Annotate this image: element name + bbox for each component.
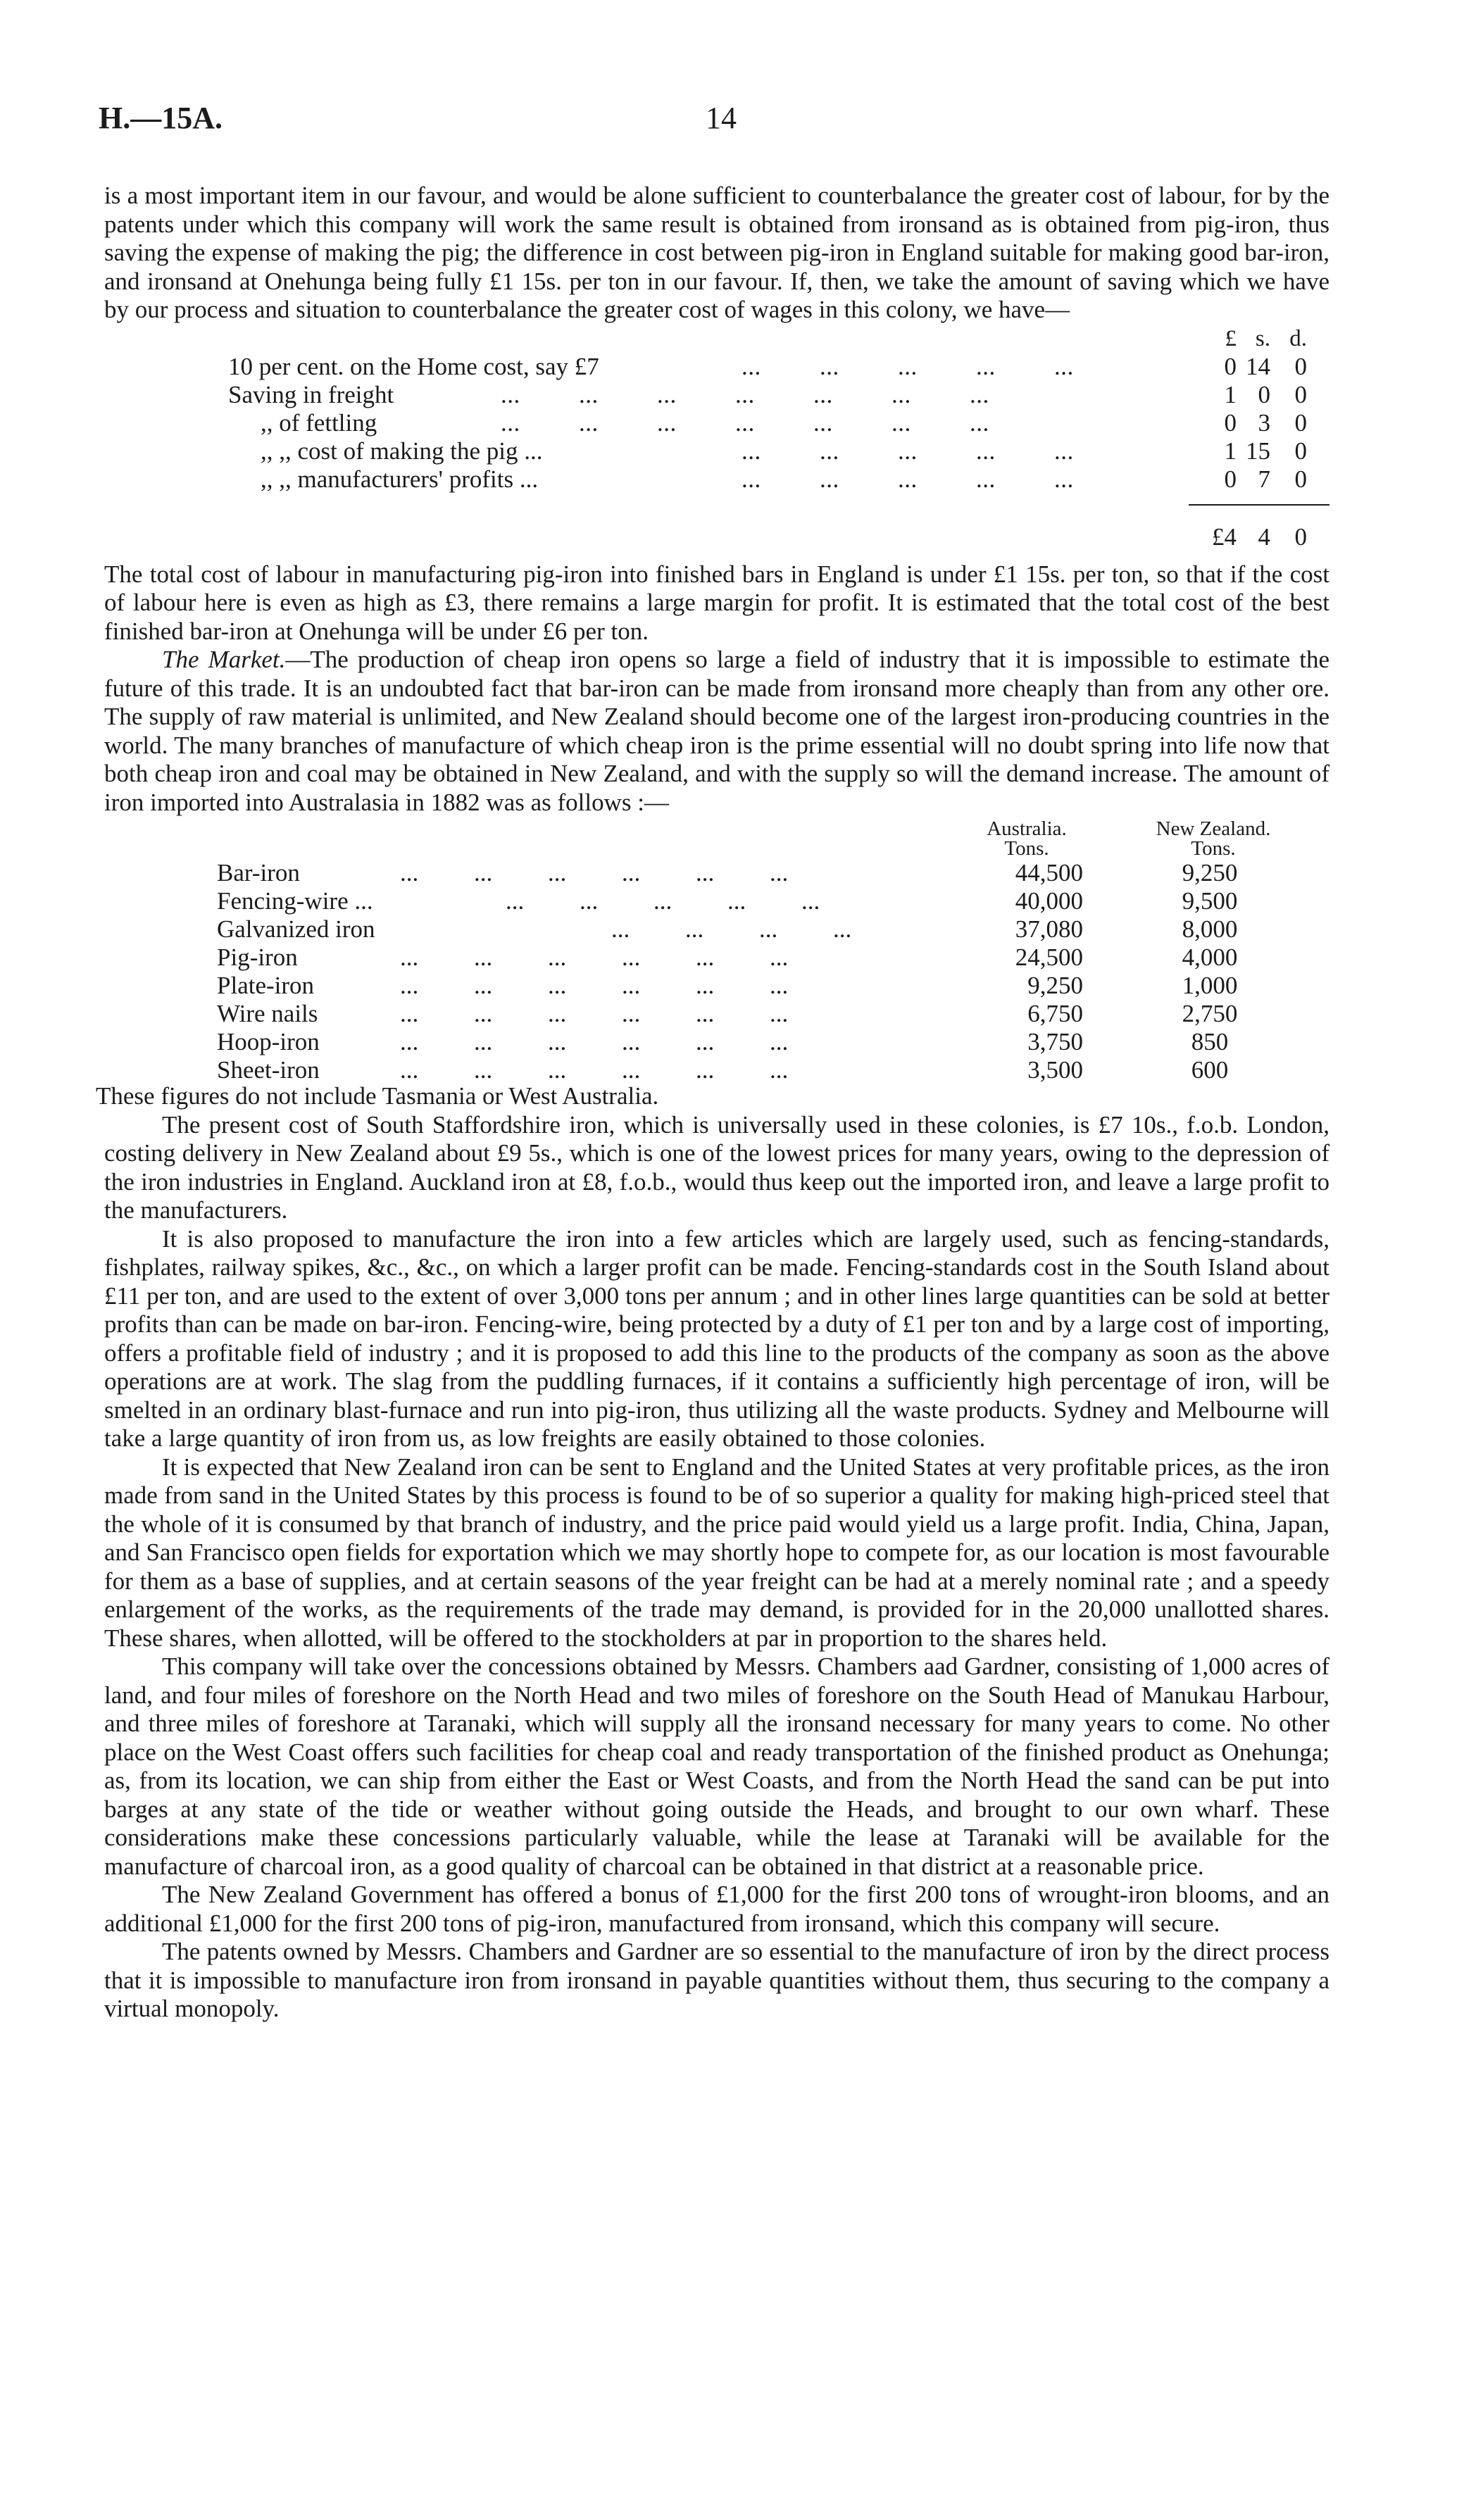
paragraph-manufactured-articles: It is also proposed to manufacture the iron into a few articles which are largely used, such as fencing-standards, fishplates, railway spikes, &c., &c., on which a larger profit can be made. Fencing-standards cost in the South Island about £11 per ton, and are used to the extent of over 3,000 tons per annum ; and in other lines large quantities can be sold at better profits than can be made on bar-iron. Fencing-wire, being protected by a duty of £1 per ton and by a large cost of importing, offers a profitable field of industry ; and it is proposed to add this line to the products of the company as soon as the above operations are at work. The slag from the puddling furnaces, if it contains a sufficiently high percentage of iron, will be smelted in an ordinary blast-furnace and run into pig-iron, thus utilizing all the waste products. Sydney and Melbourne will take a large quantity of iron from us, as low freights are easily obtained to those colonies. — [104, 1224, 1330, 1452]
imports-nz-tons: 1,000 — [1182, 972, 1238, 999]
leader-dots: ... ... ... ... ... ... — [400, 1000, 789, 1027]
column-header-new-zealand: New Zealand. — [1156, 817, 1271, 840]
imports-nz-tons: 850 — [1191, 1028, 1229, 1055]
leader-dots: ... ... ... ... ... — [742, 352, 1074, 380]
wages-shillings: 15 — [1246, 437, 1270, 465]
paragraph-market — [104, 646, 1330, 817]
wages-shillings: 3 — [1258, 408, 1270, 437]
wages-row — [104, 353, 1330, 381]
leader-dots: ... ... ... ... — [611, 915, 852, 943]
wages-pence: 0 — [1294, 380, 1307, 408]
wages-pounds: 1 — [1224, 380, 1237, 408]
market-heading: The Market. — [162, 646, 286, 673]
wages-pounds: 0 — [1224, 352, 1237, 380]
imports-nz-tons: 4,000 — [1182, 944, 1238, 971]
paragraph-figures-note: These figures do not include Tasmania or West Australia. — [96, 1082, 659, 1110]
wages-table-header — [104, 325, 1330, 353]
imports-nz-tons: 9,500 — [1182, 887, 1238, 915]
total-rule — [1189, 504, 1330, 506]
iron-imports-table — [104, 818, 1330, 1082]
page-number: 14 — [706, 101, 737, 135]
leader-dots: ... ... ... ... ... ... — [400, 1056, 789, 1084]
wages-row — [104, 381, 1330, 409]
column-header-australia: Australia. — [987, 817, 1067, 840]
paragraph-labour-cost: The total cost of labour in manufacturing pig-iron into finished bars in England is under £1 15s. per ton, so that if the cost of labour here is even as high as £3, there remains a large margin for profit. It is estimated that the total cost of the best finished bar-iron at Onehunga will be under £6 per ton. — [104, 560, 1330, 645]
wages-row-label: 10 per cent. on the Home cost, say £7 — [228, 352, 599, 380]
imports-nz-tons: 600 — [1191, 1056, 1229, 1084]
wages-row — [104, 409, 1330, 437]
imports-row — [104, 859, 1330, 887]
document-body — [96, 182, 1330, 2024]
wages-saving-table — [104, 325, 1330, 603]
imports-row — [104, 972, 1330, 1000]
wages-total-shillings: 4 — [1258, 522, 1270, 551]
wages-pounds: 1 — [1224, 437, 1237, 465]
imports-item: Plate-iron — [217, 972, 315, 999]
wages-shillings: 7 — [1258, 465, 1270, 493]
wages-row-label: Saving in freight — [228, 380, 394, 408]
wages-total-pence: 0 — [1294, 522, 1307, 551]
leader-dots: ... ... ... ... ... — [506, 887, 820, 915]
imports-australia-tons: 3,500 — [1027, 1056, 1083, 1084]
imports-row — [104, 1028, 1330, 1056]
document-reference: H.—15A. — [99, 101, 223, 135]
wages-shillings: 14 — [1246, 352, 1270, 380]
imports-australia-tons: 37,080 — [1015, 915, 1083, 943]
imports-row — [104, 1000, 1330, 1028]
wages-shillings: 0 — [1258, 380, 1270, 408]
imports-item: Galvanized iron — [217, 915, 375, 943]
wages-row — [104, 465, 1330, 494]
wages-total-row — [104, 523, 1330, 551]
imports-australia-tons: 6,750 — [1027, 1000, 1083, 1027]
imports-row — [104, 944, 1330, 972]
imports-item: Bar-iron — [217, 859, 300, 886]
wages-pence: 0 — [1294, 465, 1307, 493]
wages-pence: 0 — [1294, 352, 1307, 380]
imports-row — [104, 915, 1330, 944]
unit-label-new-zealand: Tons. — [1191, 837, 1236, 860]
paragraph-concessions: This company will take over the concessions obtained by Messrs. Chambers aad Gardner, consisting of 1,000 acres of land, and four miles of foreshore on the North Head and two miles of foreshore on the South Head of Manukau Harbour, and three miles of foreshore at Taranaki, which will supply all the ironsand necessary for many years to come. No other place on the West Coast offers such facilities for cheap coal and ready transportation of the finished product as Onehunga; as, from its location, we can ship from either the East or West Coasts, and from the North Head the sand can be put into barges at any state of the tide or weather without going outside the Heads, and brought to our own wharf. These considerations make these concessions particularly valuable, while the lease at Taranaki will be available for the manufacture of charcoal iron, as a good quality of charcoal can be obtained in that district at a reasonable price. — [104, 1653, 1330, 1880]
paragraph-patents: The patents owned by Messrs. Chambers and Gardner are so essential to the manufacture of iron by the direct process that it is impossible to manufacture iron from ironsand in payable quantities without them, thus securing to the company a virtual monopoly. — [104, 1938, 1330, 2022]
paragraph-government-bonus: The New Zealand Government has offered a bonus of £1,000 for the first 200 tons of wrought-iron blooms, and an additional £1,000 for the first 200 tons of pig-iron, manufactured from ironsand, which this company will secure. — [104, 1881, 1330, 1937]
wages-pence: 0 — [1294, 437, 1307, 465]
leader-dots: ... ... ... ... ... ... ... — [501, 408, 989, 437]
paragraph-export-prospects: It is expected that New Zealand iron can be sent to England and the United States at very profitable prices, as the iron made from sand in the United States by this process is found to be of so superior a quality for making high-priced steel that the whole of it is consumed by that branch of industry, and the price paid would yield us a large profit. India, China, Japan, and San Francisco open fields for exportation which we may shortly hope to compete for, as our location is most favourable for them as a base of supplies, and at certain seasons of the year freight can be had at a merely nominal rate ; and a speedy enlargement of the works, as the requirements of the trade may demand, is provided for in the 20,000 unallotted shares. These shares, when allotted, will be offered to the stockholders at par in proportion to the shares held. — [104, 1453, 1330, 1652]
leader-dots: ... ... ... ... ... ... — [400, 944, 789, 971]
imports-australia-tons: 44,500 — [1015, 859, 1083, 886]
wages-row — [104, 437, 1330, 465]
leader-dots: ... ... ... ... ... — [742, 465, 1074, 493]
paragraph-intro: is a most important item in our favour, and would be alone sufficient to counterbalance the greater cost of labour, for by the patents under which this company will work the same result is obtained from ironsand as is obtained from pig-iron, thus saving the expense of making the pig; the difference in cost between pig-iron in England suitable for making good bar-iron, and ironsand at Onehunga being fully £1 15s. per ton in our favour. If, then, we take the amount of saving which we have by our process and situation to counterbalance the greater cost of wages in this colony, we have— — [104, 182, 1330, 323]
imports-item: Pig-iron — [217, 944, 298, 971]
imports-item: Sheet-iron — [217, 1056, 320, 1084]
imports-nz-tons: 8,000 — [1182, 915, 1238, 943]
wages-row-label: ,, of fettling — [261, 408, 377, 437]
market-text: —The production of cheap iron opens so large a field of industry that it is impossible to estimate the future of this trade. It is an undoubted fact that bar-iron can be made from ironsand more cheaply than from any other ore. The supply of raw material is unlimited, and New Zealand should become one of the largest iron-producing countries in the world. The many branches of manufacture of which cheap iron is the prime essential will no doubt spring into life now that both cheap iron and coal may be obtained in New Zealand, and with the supply so will the demand increase. The amount of iron imported into Australasia in 1882 was as follows :— — [104, 646, 1330, 816]
imports-australia-tons: 24,500 — [1015, 944, 1083, 971]
leader-dots: ... ... ... ... ... ... — [400, 972, 789, 999]
imports-nz-tons: 9,250 — [1182, 859, 1238, 886]
wages-total-pounds: £4 — [1212, 522, 1237, 551]
wages-row-label: ,, ,, manufacturers' profits ... — [261, 465, 539, 493]
imports-australia-tons: 9,250 — [1027, 972, 1083, 999]
imports-row — [104, 1056, 1330, 1084]
paragraph-present-cost: The present cost of South Staffordshire iron, which is universally used in these colonies, is £7 10s., f.o.b. London, costing delivery in New Zealand about £9 5s., which is one of the lowest prices for many years, owing to the depression of the iron industries in England. Auckland iron at £8, f.o.b., would thus keep out the imported iron, and leave a large profit to the manufacturers. — [104, 1110, 1330, 1224]
leader-dots: ... ... ... ... ... ... — [400, 859, 789, 886]
imports-australia-tons: 3,750 — [1027, 1028, 1083, 1055]
column-header-pounds: £ — [1225, 325, 1237, 351]
imports-nz-tons: 2,750 — [1182, 1000, 1238, 1027]
imports-item: Hoop-iron — [217, 1028, 320, 1055]
wages-pounds: 0 — [1224, 465, 1237, 493]
imports-item: Fencing-wire ... — [217, 887, 373, 915]
column-header-shillings: s. — [1255, 325, 1270, 351]
wages-pence: 0 — [1294, 408, 1307, 437]
unit-label-australia: Tons. — [1004, 837, 1049, 860]
leader-dots: ... ... ... ... ... ... ... — [501, 380, 989, 408]
leader-dots: ... ... ... ... ... ... — [400, 1028, 789, 1055]
wages-row-label: ,, ,, cost of making the pig ... — [261, 437, 543, 465]
leader-dots: ... ... ... ... ... — [742, 437, 1074, 465]
imports-item: Wire nails — [217, 1000, 318, 1027]
imports-row — [104, 887, 1330, 915]
column-header-pence: d. — [1289, 325, 1307, 351]
wages-pounds: 0 — [1224, 408, 1237, 437]
imports-australia-tons: 40,000 — [1015, 887, 1083, 915]
